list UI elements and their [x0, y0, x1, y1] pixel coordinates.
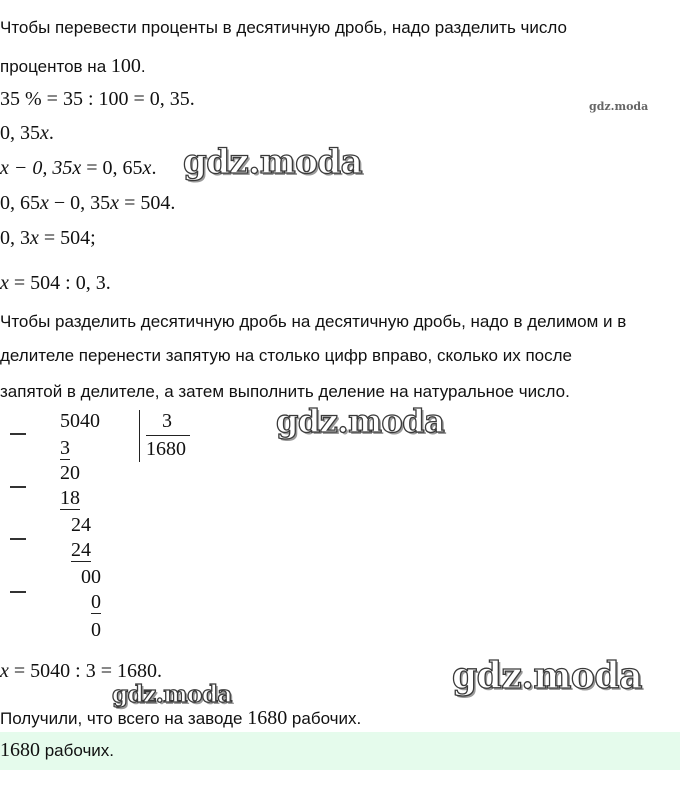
dividend: 5040 [60, 410, 100, 432]
intro-line-2-text: процентов на [0, 57, 111, 76]
division-step-1: 3 [60, 437, 70, 459]
eq4-b: = 504 : 0, 3. [8, 272, 111, 294]
eq2-c: − 0, 35 [48, 192, 111, 214]
rule-line-2: делителе перенести запятую на столько цифр вправо, сколько их после [0, 346, 572, 365]
eq3-b: x [30, 227, 39, 249]
division-step-8: 0 [91, 619, 101, 641]
result-rest: = 5040 : 3 = 1680. [8, 660, 163, 682]
answer-line [0, 739, 114, 762]
answer-number: 1680 [0, 739, 40, 761]
division-step-7: 0 [91, 591, 101, 613]
result-var: x [0, 660, 9, 682]
eq1-c: = 0, 65 [81, 157, 143, 179]
eq2-b: x [40, 192, 49, 214]
minus-sign-4 [10, 591, 26, 593]
equation-1 [0, 157, 156, 180]
equation-3 [0, 227, 96, 250]
division-step-3: 18 [60, 487, 80, 509]
eq1-d: x [142, 157, 152, 179]
division-step-5: 24 [71, 539, 91, 561]
watermark-large-4: gdz.moda [112, 681, 232, 708]
division-step-2: 20 [60, 462, 80, 484]
answer-box [0, 732, 680, 770]
division-step-6: 00 [81, 566, 101, 588]
conclusion-text-before: Получили, что всего на заводе [0, 709, 248, 728]
eq1-a: x − 0, 35 [0, 157, 73, 179]
watermark-large-3: gdz.moda [452, 655, 642, 697]
intro-line-2-end: . [140, 57, 146, 76]
watermark-small-top: gdz.moda [589, 100, 649, 113]
part-expression [0, 122, 54, 145]
part-coef: 0, 35 [0, 122, 40, 144]
eq2-a: 0, 65 [0, 192, 40, 214]
eq2-e: = 504. [119, 192, 176, 214]
division-bracket-horizontal [146, 435, 190, 436]
conclusion [0, 707, 361, 730]
intro-line-1: Чтобы перевести проценты в десятичную дробь, надо разделить число [0, 18, 567, 37]
part-end: . [48, 122, 54, 144]
equation-4 [0, 272, 111, 295]
eq1-b: x [72, 157, 82, 179]
quotient: 1680 [146, 438, 186, 460]
minus-sign-3 [10, 538, 26, 540]
minus-sign-1 [10, 433, 26, 435]
eq4-a: x [0, 272, 9, 294]
rule-line-1: Чтобы разделить десятичную дробь на десятичную дробь, надо в делимом и в [0, 312, 627, 331]
percent-conversion: 35 % = 35 : 100 = 0, 35. [0, 88, 195, 110]
division-step-4: 24 [71, 514, 91, 536]
eq2-d: x [110, 192, 120, 214]
watermark-large-2: gdz.moda [276, 402, 445, 440]
eq1-e: . [151, 157, 157, 179]
eq3-c: = 504; [38, 227, 96, 249]
equation-2 [0, 192, 175, 215]
part-var: x [40, 122, 49, 144]
minus-sign-2 [10, 486, 26, 488]
result-equation [0, 660, 162, 683]
answer-text: рабочих. [40, 741, 115, 760]
intro-number: 100 [110, 55, 141, 77]
conclusion-number: 1680 [247, 707, 288, 729]
division-bracket-vertical [139, 410, 140, 462]
rule-line-3: запятой в делителе, а затем выполнить деление на натуральное число. [0, 382, 570, 401]
divisor: 3 [162, 410, 172, 432]
conclusion-text-after: рабочих. [287, 709, 362, 728]
intro-line-2 [0, 55, 146, 78]
eq3-a: 0, 3 [0, 227, 30, 249]
watermark-large-1: gdz.moda [183, 142, 363, 182]
